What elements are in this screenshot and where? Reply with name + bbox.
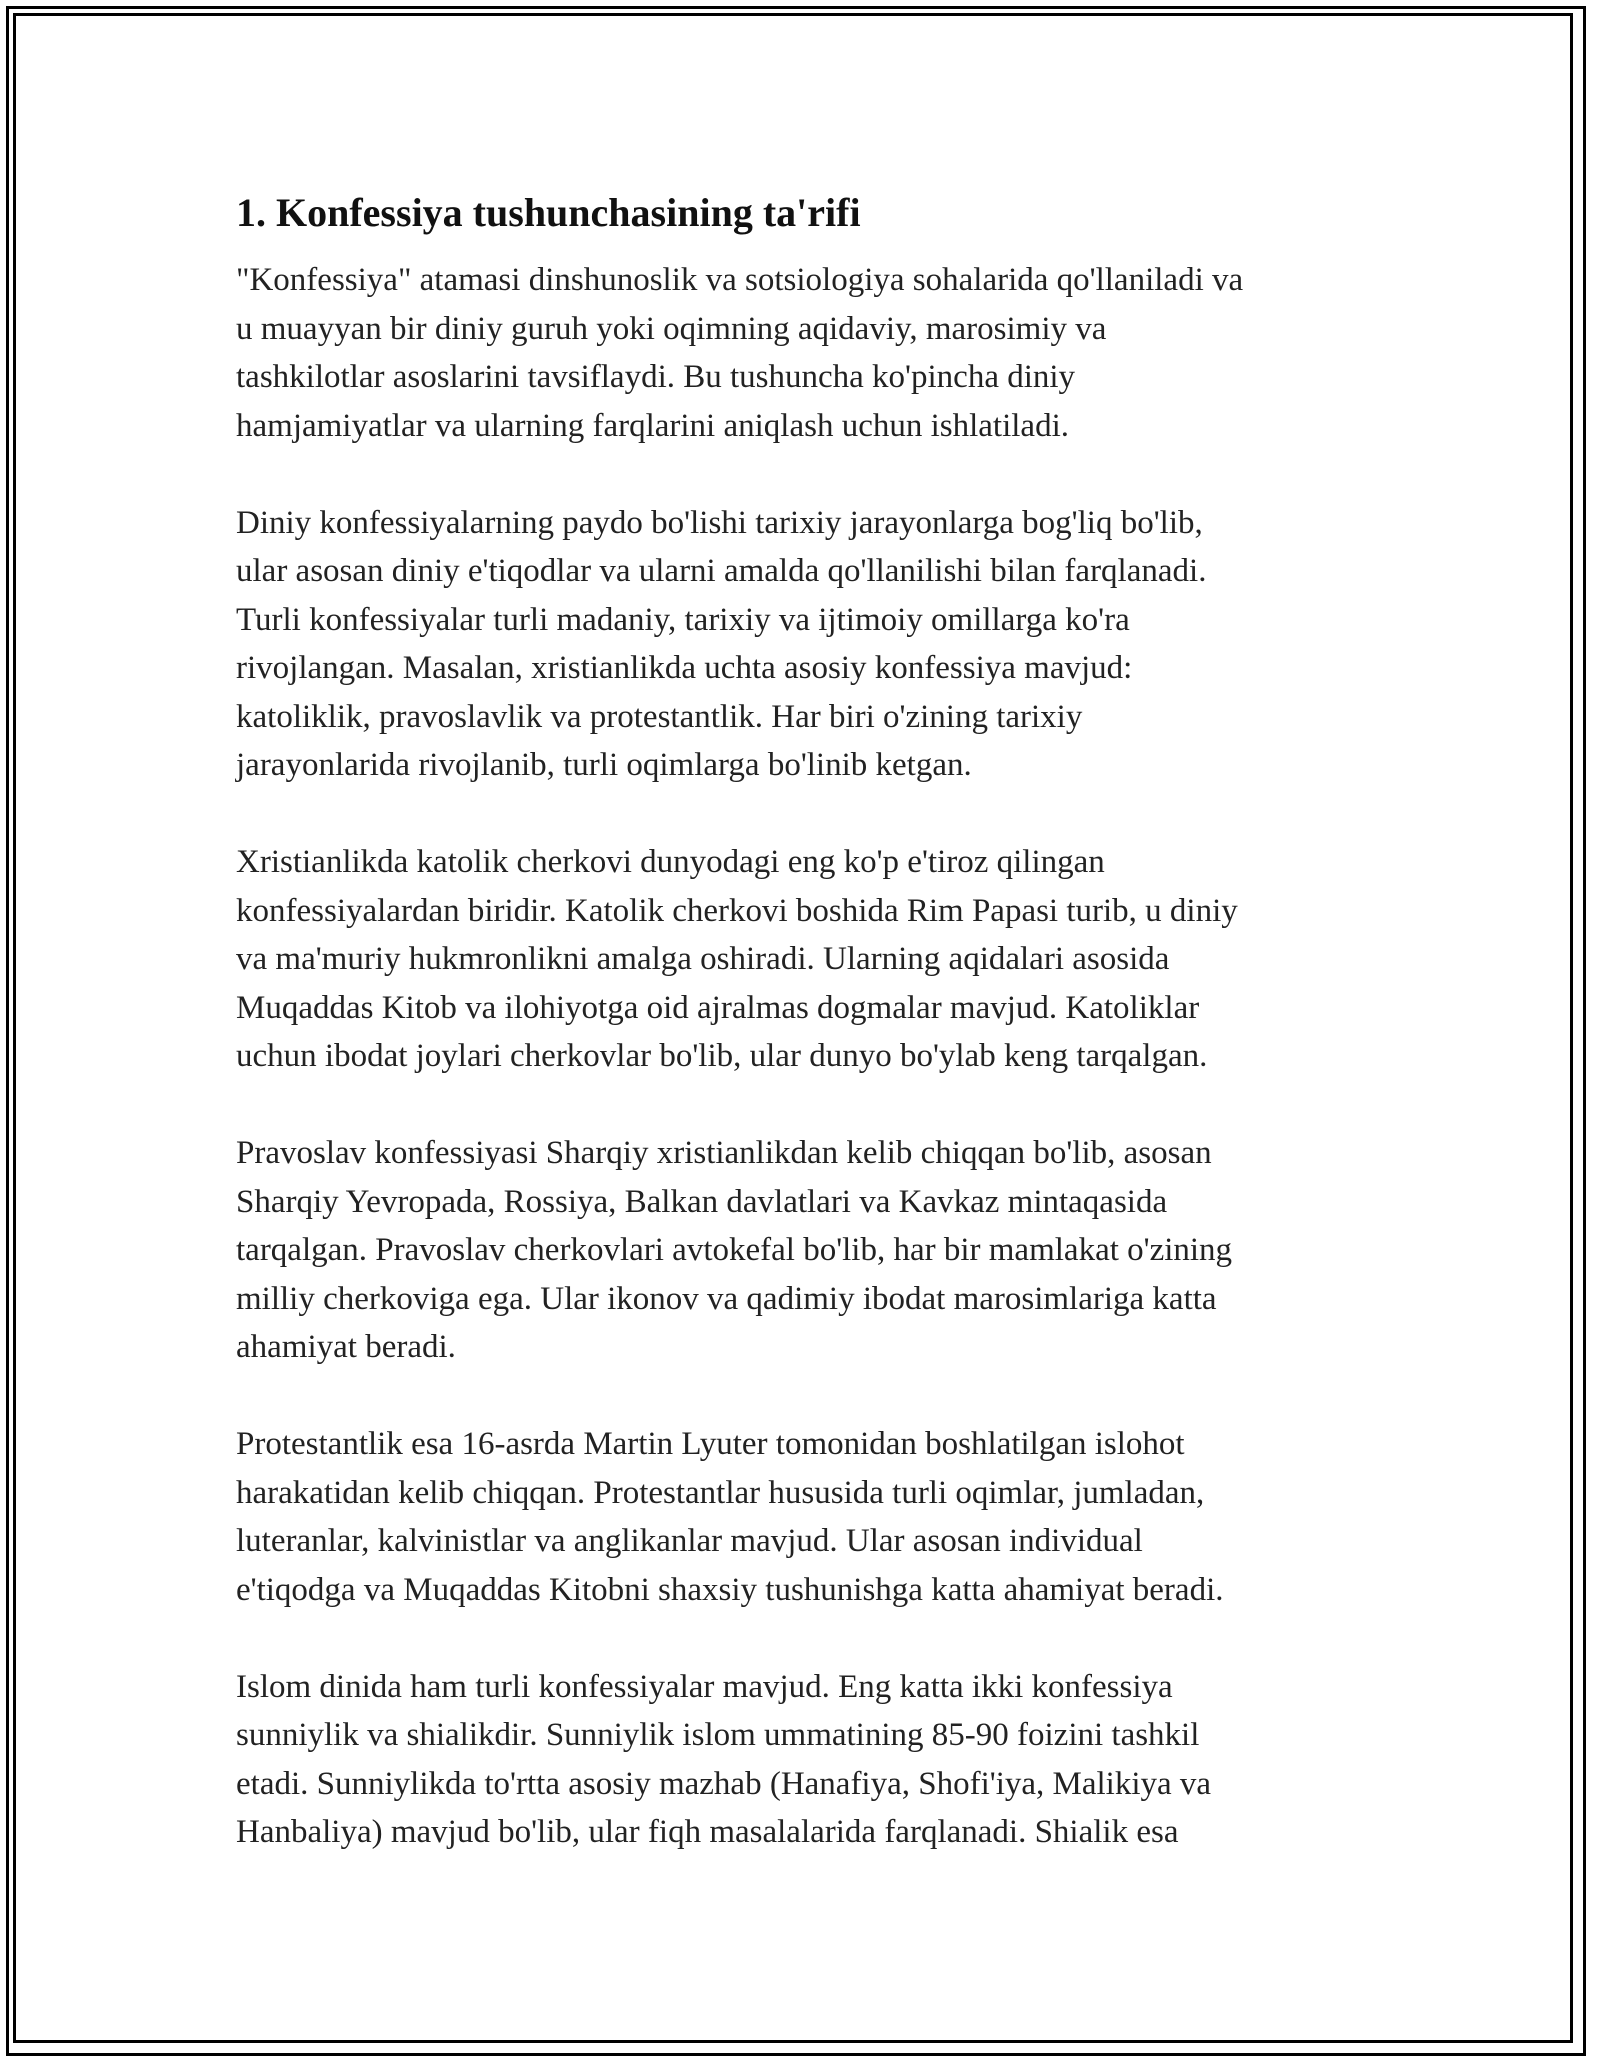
paragraph-islam: Islom dinida ham turli konfessiyalar mavjud. Eng katta ikki konfessiya sunniylik va shialikdir. Sunniylik islom ummatining 85-90 foizini tashkil etadi. Sunniylikda to'rtta asosiy mazhab (Hanafiya, Shofi'iya, Malikiya va Hanbaliya) mavjud bo'lib, ular fiqh masalalarida farqlanadi. Shialik esa xyxy=(236,1668,1212,1850)
paragraph-origins: Diniy konfessiyalarning paydo bo'lishi tarixiy jarayonlarga bog'liq bo'lib, ular asosan diniy e'tiqodlar va ularni amalda qo'llanilishi bilan farqlanadi. Turli konfessiyalar turli madaniy, tarixiy va ijtimoiy omillarga ko'ra rivojlangan. Masalan, xristianlikda uchta asosiy konfessiya mavjud: katoliklik, pravoslavlik va protestantlik. Har biri o'zining tarixiy jarayonlarida rivojlanib, turli oqimlarga bo'linib ketgan. xyxy=(236,504,1207,783)
paragraph-catholic: Xristianlikda katolik cherkovi dunyodagi eng ko'p e'tiroz qilingan konfessiyalardan biridir. Katolik cherkovi boshida Rim Papasi turib, u diniy va ma'muriy hukmronlikni amalga oshiradi. Ularning aqidalari asosida Muqaddas Kitob va ilohiyotga oid ajralmas dogmalar mavjud. Katoliklar uchun ibodat joylari cherkovlar bo'lib, ular dunyo bo'ylab keng tarqalgan. xyxy=(236,844,1238,1074)
paragraph-protestant: Protestantlik esa 16-asrda Martin Lyuter tomonidan boshlatilgan islohot harakatidan kelib chiqqan. Protestantlar hususida turli oqimlar, jumladan, luteranlar, kalvinistlar va anglikanlar mavjud. Ular asosan individual e'tiqodga va Muqaddas Kitobni shaxsiy tushunishga katta ahamiyat beradi. xyxy=(236,1426,1224,1608)
section-heading: 1. Konfessiya tushunchasining ta'rifi xyxy=(236,190,861,235)
document-body xyxy=(236,184,1366,1905)
paragraph-orthodox: Pravoslav konfessiyasi Sharqiy xristianlikdan kelib chiqqan bo'lib, asosan Sharqiy Yevropada, Rossiya, Balkan davlatlari va Kavkaz mintaqasida tarqalgan. Pravoslav cherkovlari avtokefal bo'lib, har bir mamlakat o'zining milliy cherkoviga ega. Ular ikonov va qadimiy ibodat marosimlariga katta ahamiyat beradi. xyxy=(236,1135,1233,1365)
paragraph-definition: "Konfessiya" atamasi dinshunoslik va sotsiologiya sohalarida qo'llaniladi va u muayyan bir diniy guruh yoki oqimning aqidaviy, marosimiy va tashkilotlar asoslarini tavsiflaydi. Bu tushuncha ko'pincha diniy hamjamiyatlar va ularning farqlarini aniqlash uchun ishlatiladi. xyxy=(236,262,1244,444)
